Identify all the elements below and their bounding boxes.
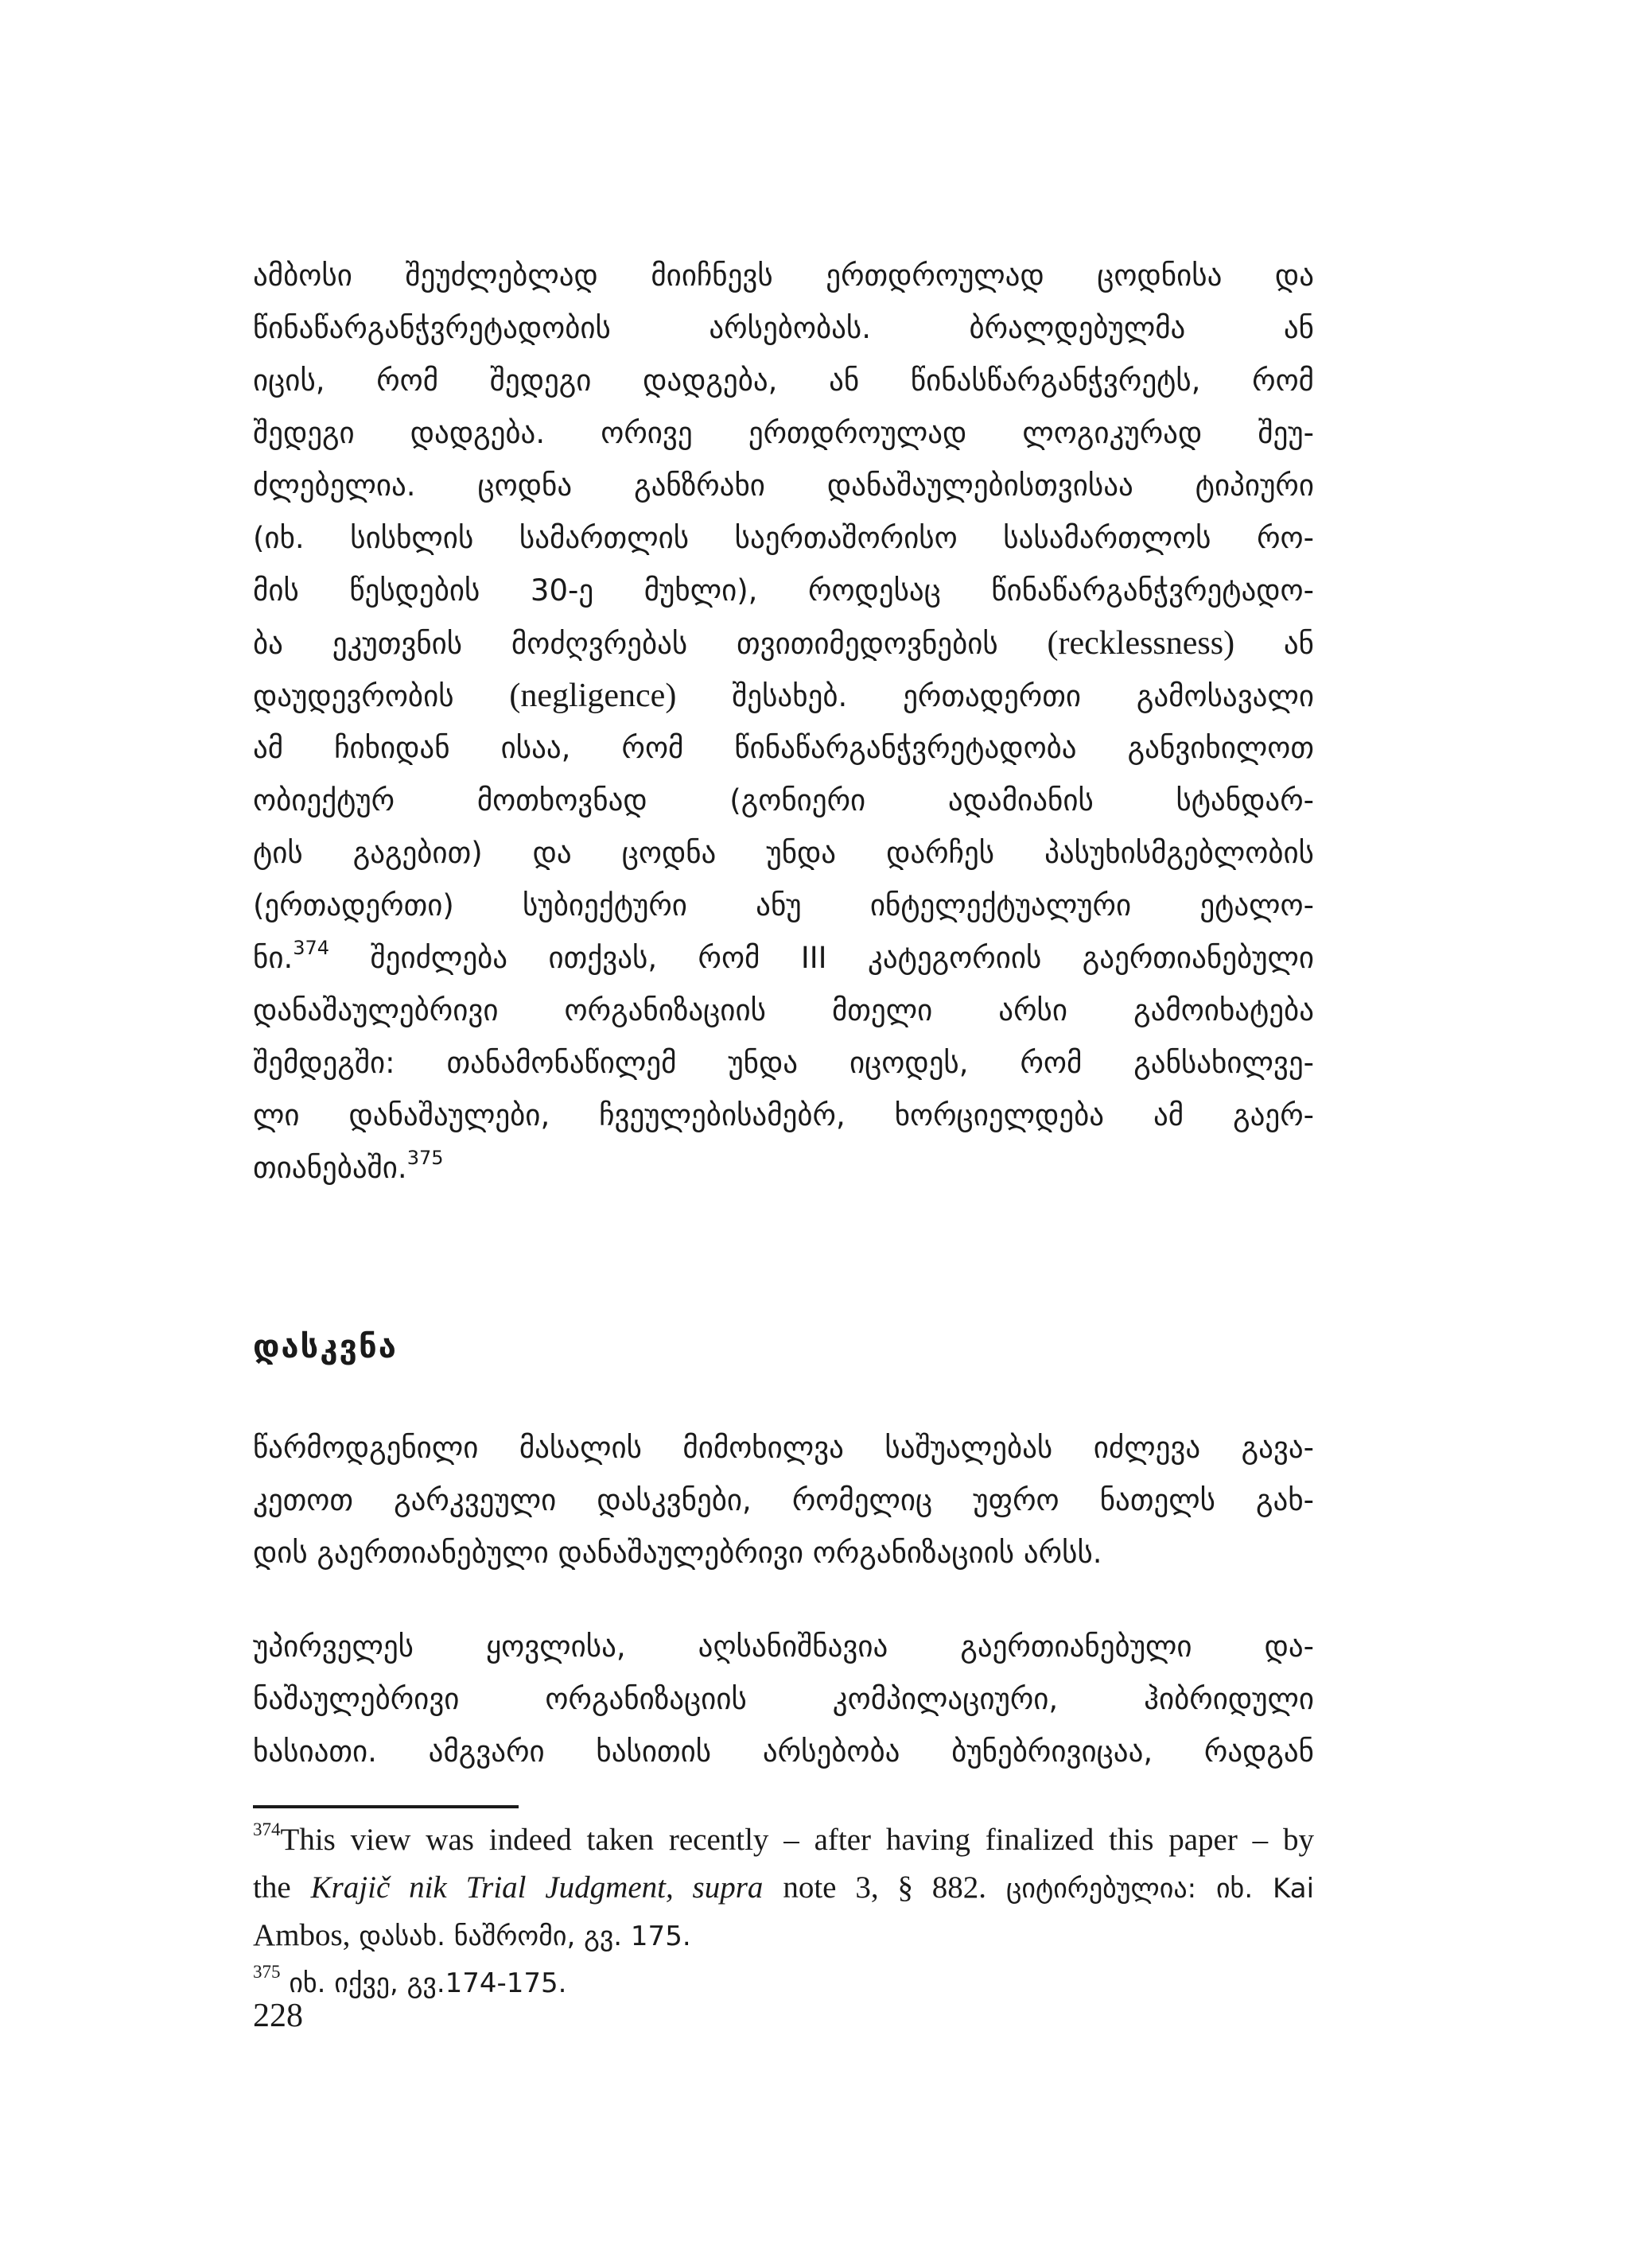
case-citation: Krajič nik Trial Judgment, supra [310,1870,764,1905]
text-line: შემდეგში: თანამონაწილემ უნდა იცოდეს, რომ განსახილვე- [253,1046,1314,1080]
text-line [253,1142,1314,1194]
text-line [253,670,1314,722]
text-line: უპირველეს ყოვლისა, აღსანიშნავია გაერთიანებული და- [253,1629,1314,1664]
footnotes [253,1816,1314,2007]
text-line: ნაშაულებრივი ორგანიზაციის კომპილაციური, ჰიბრიდული [253,1682,1314,1716]
paragraph-overview [253,1422,1314,1579]
paragraph-ambos [253,250,1314,1194]
text-line: წარმოდგენილი მასალის მიმოხილვა საშუალებას იძლევა გავა- [253,1431,1314,1465]
footnote-text: note 3, § 882. [783,1870,987,1905]
text-line: (ერთადერთი) სუბიექტური ანუ ინტელექტუალური ეტალო- [253,888,1314,922]
text-line: ძლებელია. ცოდნა განზრახი დანაშაულებისთვისაა ტიპიური [253,468,1314,503]
text-fragment: ან [1283,627,1314,661]
footnote-text: the [253,1870,291,1905]
latin-term: (negligence) [509,678,677,714]
footnote-text: იხ. იქვე, გვ.174-175. [289,1967,567,1999]
text-line: ხასიათი. ამგვარი ხასითის არსებობა ბუნებრივიცაა, რადგან [253,1734,1314,1769]
footnote-text: დასახ. ნაშრომი, გვ. 175. [359,1920,691,1952]
text-fragment: დაუდევრობის [253,679,454,713]
footnote-text: ციტირებულია: იხ. Kai [1005,1873,1315,1905]
text-line: დის გაერთიანებული დანაშაულებრივი ორგანიზაციის არსს. [253,1536,1102,1570]
text-fragment: ბა ეკუთვნის მოძღვრებას თვითიმედოვნების [253,627,998,661]
footnote-text: Ambos, [253,1918,351,1952]
text-line: დანაშაულებრივი ორგანიზაციის მთელი არსი გამოიხატება [253,993,1314,1027]
text-line: იცის, რომ შედეგი დადგება, ან წინასწარგანჭვრეტს, რომ [253,363,1314,398]
footnote-number: 375 [253,1961,281,1982]
text-line: ამბოსი შეუძლებლად მიიჩნევს ერთდროულად ცოდნისა და [253,258,1314,293]
text-fragment: შეიძლება ითქვას, რომ III კატეგორიის გაერთიანებული [370,941,1315,975]
footnote-separator [253,1805,519,1808]
text-line: მის წესდების 30-ე მუხლი), როდესაც წინაწარგანჭვრეტადო- [253,573,1314,608]
footnote-375 [253,1959,1314,2007]
footnote-number: 374 [253,1819,281,1839]
footnote-374 [253,1816,1314,1864]
text-line: ლი დანაშაულები, ჩვეულებისამებრ, ხორციელდება ამ გაერ- [253,1098,1314,1132]
text-line: ობიექტურ მოთხოვნად (გონიერი ადამიანის სტანდარ- [253,783,1314,817]
text-line [253,617,1314,670]
footnote-ref-374[interactable]: 374 [293,936,330,959]
text-line: ამ ჩიხიდან ისაა, რომ წინაწარგანჭვრეტადობა განვიხილოთ [253,731,1314,765]
footnote-text: This view was indeed taken recently – after having finalized this paper – by [280,1823,1314,1857]
text-fragment: ნი. [253,941,294,975]
text-line [253,932,1314,984]
section-heading-conclusion: დასკვნა [253,1329,398,1365]
text-fragment: თიანებაში. [253,1151,407,1185]
text-line: წინაწარგანჭვრეტადობის არსებობას. ბრალდებულმა ან [253,311,1314,345]
footnote-374-cont [253,1864,1314,1912]
text-line: შედეგი დადგება. ორივე ერთდროულად ლოგიკურად შეუ- [253,416,1314,450]
footnote-374-cont [253,1912,1314,1959]
latin-term: (recklessness) [1047,625,1235,662]
paragraph-first-of-all [253,1621,1314,1778]
text-line: კეთოთ გარკვეული დასკვნები, რომელიც უფრო ნათელს გახ- [253,1483,1314,1517]
text-fragment: შესახებ. ერთადერთი გამოსავალი [732,679,1314,713]
page-number: 228 [253,1998,303,2034]
text-line: (იხ. სისხლის სამართლის საერთაშორისო სასამართლოს რო- [253,521,1314,555]
footnote-ref-375[interactable]: 375 [406,1146,444,1169]
text-line: ტის გაგებით) და ცოდნა უნდა დარჩეს პასუხისმგებლობის [253,836,1314,870]
